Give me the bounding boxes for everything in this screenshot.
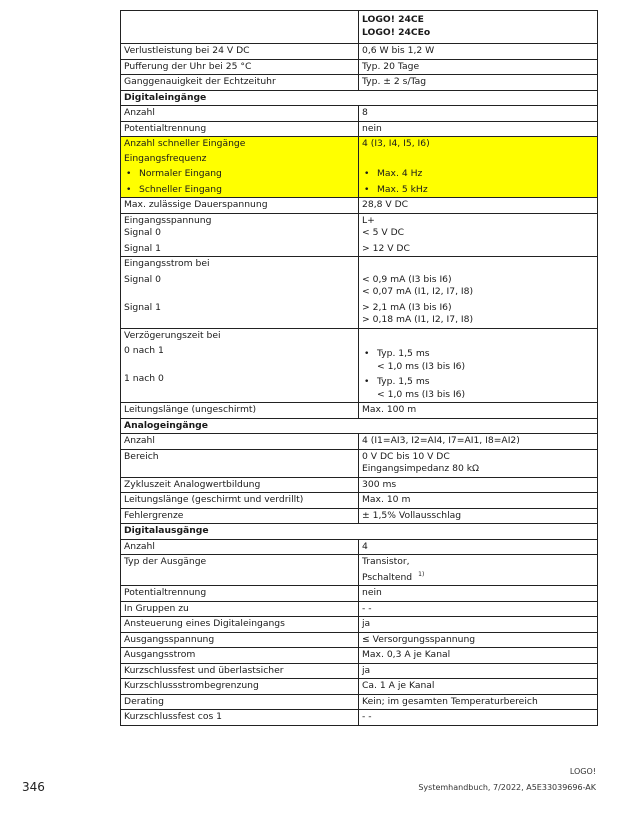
row-label: Eingangsfrequenz xyxy=(124,152,207,164)
row-label: Eingangsspannung xyxy=(124,214,212,226)
row-label: Anzahl schneller Eingänge xyxy=(121,137,359,152)
row-value: Max. 0,3 A je Kanal xyxy=(359,648,598,664)
sub-value: < 0,07 mA (I1, I2, I7, I8) xyxy=(362,286,474,297)
table-row xyxy=(121,601,598,617)
row-value-cell xyxy=(359,555,598,586)
row-label: Fehlergrenze xyxy=(121,508,359,524)
sub-label: Signal 1 xyxy=(124,242,161,254)
sub-label: Signal 0 xyxy=(124,227,161,238)
row-value: ± 1,5% Vollausschlag xyxy=(359,508,598,524)
table-row xyxy=(121,59,598,75)
sub-value: < 1,0 ms (I3 bis I6) xyxy=(377,388,466,400)
row-label: Leitungslänge (ungeschirmt) xyxy=(121,403,359,419)
table-row xyxy=(121,539,598,555)
row-value: - - xyxy=(359,710,598,726)
table-row xyxy=(121,663,598,679)
row-value: Kein; im gesamten Temperaturbereich xyxy=(359,694,598,710)
row-label: Ansteuerung eines Digitaleingangs xyxy=(121,617,359,633)
bullet-label: • Schneller Eingang xyxy=(124,184,354,197)
row-label: Potentialtrennung xyxy=(121,121,359,137)
row-label: Verlustleistung bei 24 V DC xyxy=(121,44,359,60)
sub-label: 0 nach 1 xyxy=(124,345,164,356)
row-label: Derating xyxy=(121,694,359,710)
highlighted-row xyxy=(121,137,598,152)
table-row xyxy=(121,328,598,403)
row-value: Typ. 20 Tage xyxy=(359,59,598,75)
footer-manual: Systemhandbuch, 7/2022, A5E33039696-AK xyxy=(418,783,596,792)
row-value: Max. 100 m xyxy=(359,403,598,419)
sub-value: < 1,0 ms (I3 bis I6) xyxy=(377,360,466,372)
row-value: Transistor, xyxy=(362,556,410,567)
row-label: Zykluszeit Analogwertbildung xyxy=(121,477,359,493)
table-row xyxy=(121,121,598,137)
row-value: 28,8 V DC xyxy=(359,198,598,214)
table-header-row xyxy=(121,11,598,44)
row-value: Eingangsimpedanz 80 kΩ xyxy=(362,463,480,474)
row-label: Kurzschlussfest und überlastsicher xyxy=(121,663,359,679)
sub-value: < 5 V DC xyxy=(362,227,405,238)
row-value-cell xyxy=(359,213,598,257)
table-row xyxy=(121,632,598,648)
bullet-value: • Max. 5 kHz xyxy=(362,184,593,197)
sub-label: Signal 1 xyxy=(124,301,161,313)
table-row xyxy=(121,44,598,60)
table-row xyxy=(121,403,598,419)
table-row xyxy=(121,434,598,450)
row-label: Anzahl xyxy=(121,106,359,122)
model-name-2: LOGO! 24CEo xyxy=(362,26,431,38)
row-label: Potentialtrennung xyxy=(121,586,359,602)
row-value: ja xyxy=(359,617,598,633)
row-value: 4 xyxy=(359,539,598,555)
row-label-cell xyxy=(121,257,359,329)
table-row xyxy=(121,648,598,664)
bullet-value: • Max. 4 Hz xyxy=(362,168,593,181)
row-value-cell xyxy=(359,449,598,477)
row-label: Kurzschlussstrombegrenzung xyxy=(121,679,359,695)
row-value: ja xyxy=(359,663,598,679)
table-row xyxy=(121,586,598,602)
sub-value: > 0,18 mA (I1, I2, I7, I8) xyxy=(362,314,474,325)
row-label: Anzahl xyxy=(121,539,359,555)
row-label: Bereich xyxy=(121,449,359,477)
row-value-cell xyxy=(359,328,598,403)
row-value: nein xyxy=(359,121,598,137)
model-name-1: LOGO! 24CE xyxy=(362,14,424,25)
row-label: Anzahl xyxy=(121,434,359,450)
row-value: 4 (I1=AI3, I2=AI4, I7=AI1, I8=AI2) xyxy=(359,434,598,450)
row-label: Eingangsstrom bei xyxy=(124,258,210,269)
bullet-value: • Typ. 1,5 ms xyxy=(362,348,593,361)
table-row xyxy=(121,617,598,633)
row-value: Pschaltend xyxy=(362,571,413,583)
row-label: In Gruppen zu xyxy=(121,601,359,617)
row-label: Pufferung der Uhr bei 25 °C xyxy=(121,59,359,75)
highlighted-row xyxy=(121,152,598,198)
row-label: Typ der Ausgänge xyxy=(121,555,359,586)
table-row xyxy=(121,449,598,477)
section-row-digital-outputs xyxy=(121,524,598,540)
table-row xyxy=(121,679,598,695)
row-value: 8 xyxy=(359,106,598,122)
table-row xyxy=(121,213,598,257)
row-value: nein xyxy=(359,586,598,602)
row-label: Ganggenauigkeit der Echtzeituhr xyxy=(121,75,359,91)
table-row xyxy=(121,710,598,726)
sub-value: > 12 V DC xyxy=(362,242,410,254)
row-value: L+ xyxy=(362,214,375,226)
row-value: Max. 10 m xyxy=(359,493,598,509)
header-empty-cell xyxy=(121,11,359,44)
row-label-cell xyxy=(121,213,359,257)
row-label-cell xyxy=(121,328,359,403)
row-label-cell xyxy=(121,152,359,198)
row-value-cell xyxy=(359,152,598,198)
row-value: Ca. 1 A je Kanal xyxy=(359,679,598,695)
sub-value: < 0,9 mA (I3 bis I6) xyxy=(362,273,452,285)
bullet-label: • Normaler Eingang xyxy=(124,168,354,181)
table-row xyxy=(121,257,598,329)
sub-label: 1 nach 0 xyxy=(124,373,164,384)
row-value: 300 ms xyxy=(359,477,598,493)
row-value: - - xyxy=(359,601,598,617)
sub-value: > 2,1 mA (I3 bis I6) xyxy=(362,301,452,313)
section-row-analog-inputs xyxy=(121,418,598,434)
row-label: Ausgangsstrom xyxy=(121,648,359,664)
table-row xyxy=(121,493,598,509)
table-row xyxy=(121,694,598,710)
sub-label: Signal 0 xyxy=(124,273,161,285)
section-heading: Analogeingänge xyxy=(121,418,598,434)
row-value-cell xyxy=(359,257,598,329)
row-value: ≤ Versorgungsspannung xyxy=(359,632,598,648)
table-row xyxy=(121,555,598,586)
row-label: Leitungslänge (geschirmt und verdrillt) xyxy=(121,493,359,509)
row-value: 4 (I3, I4, I5, I6) xyxy=(359,137,598,152)
row-value: 0,6 W bis 1,2 W xyxy=(359,44,598,60)
footnote-marker: 1) xyxy=(418,570,425,578)
bullet-value: • Typ. 1,5 ms xyxy=(362,376,593,389)
row-label: Verzögerungszeit bei xyxy=(124,329,221,341)
table-row xyxy=(121,198,598,214)
row-label: Kurzschlussfest cos 1 xyxy=(121,710,359,726)
footer-product: LOGO! xyxy=(569,767,596,776)
row-label: Ausgangsspannung xyxy=(121,632,359,648)
section-row-digital-inputs xyxy=(121,90,598,106)
table-row xyxy=(121,508,598,524)
header-model-cell xyxy=(359,11,598,44)
row-value: Typ. ± 2 s/Tag xyxy=(359,75,598,91)
row-label: Max. zulässige Dauerspannung xyxy=(121,198,359,214)
table-row xyxy=(121,106,598,122)
section-heading: Digitalausgänge xyxy=(121,524,598,540)
page-number: 346 xyxy=(22,780,45,794)
spec-table xyxy=(120,10,598,726)
table-row xyxy=(121,75,598,91)
row-value: 0 V DC bis 10 V DC xyxy=(362,450,450,462)
section-heading: Digitaleingänge xyxy=(121,90,598,106)
table-row xyxy=(121,477,598,493)
